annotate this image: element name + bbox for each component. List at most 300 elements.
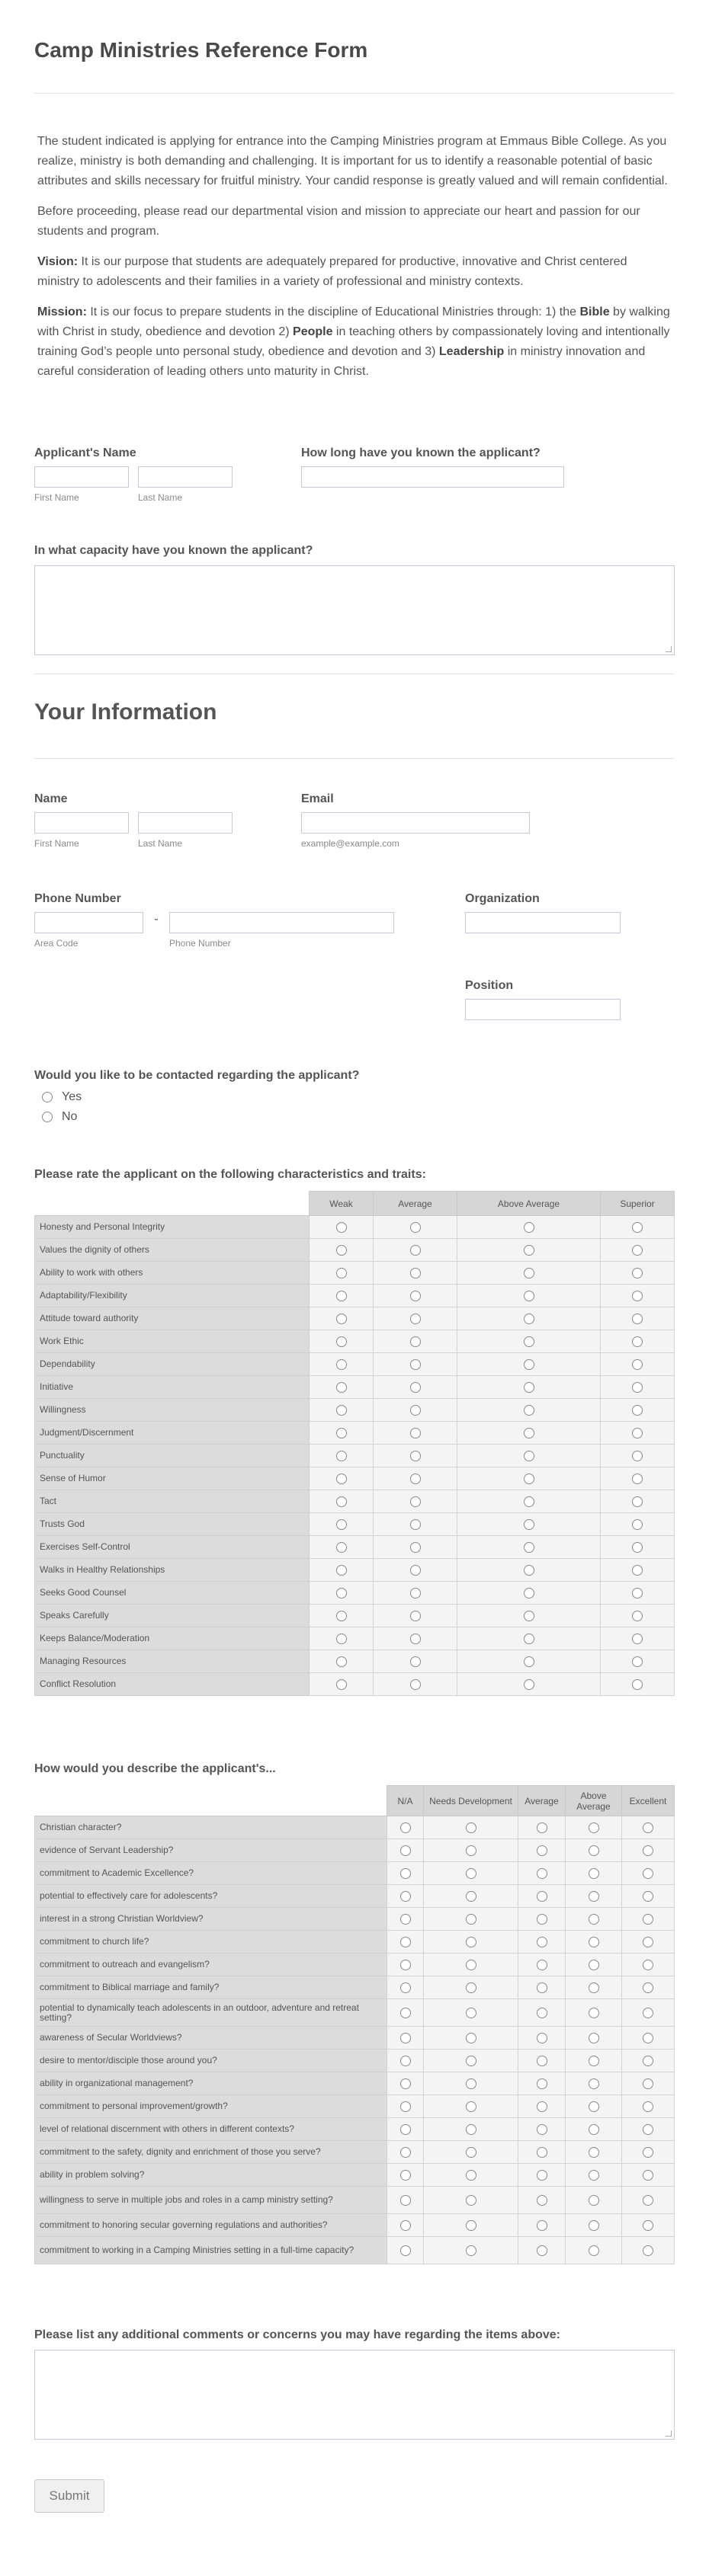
matrix-cell: [622, 1885, 675, 1908]
applicant-row: [34, 446, 675, 544]
rating-radio[interactable]: [632, 1656, 643, 1667]
rating-radio[interactable]: [336, 1679, 347, 1690]
describe-radio[interactable]: [537, 2147, 547, 2158]
describe-radio[interactable]: [400, 1891, 411, 1902]
rating-radio[interactable]: [524, 1588, 534, 1598]
rating-radio[interactable]: [336, 1268, 347, 1278]
describe-radio[interactable]: [589, 2220, 599, 2231]
resize-handle[interactable]: [666, 2430, 672, 2437]
describe-radio[interactable]: [400, 2124, 411, 2135]
describe-radio[interactable]: [589, 1891, 599, 1902]
matrix-cell: [601, 1285, 675, 1307]
describe-radio[interactable]: [537, 1845, 547, 1856]
rating-radio[interactable]: [410, 1474, 421, 1484]
rating-radio[interactable]: [336, 1314, 347, 1324]
email-field: [301, 792, 530, 892]
describe-radio[interactable]: [400, 2078, 411, 2089]
rating-radio[interactable]: [410, 1382, 421, 1393]
matrix-row: [35, 1216, 675, 1239]
describe-radio[interactable]: [466, 2056, 476, 2066]
matrix-cell: [310, 1513, 374, 1536]
matrix-cell: [457, 1513, 601, 1536]
matrix-cell: [518, 2187, 566, 2214]
intro-paragraph: The student indicated is applying for entrance into the Camping Ministries program at Emmaus Bible College. As you realize, ministry is both demanding and challenging. It is important for us to identify a reasonable potential of basic attributes and skills necessary for fruitful ministry. Your candid response is greatly valued and will remain confidential.: [37, 135, 668, 187]
phone-dash: -: [154, 913, 159, 926]
rating-radio[interactable]: [524, 1222, 534, 1233]
describe-radio[interactable]: [589, 1914, 599, 1925]
rating-radio[interactable]: [410, 1679, 421, 1690]
describe-radio[interactable]: [643, 1891, 653, 1902]
rating-radio[interactable]: [336, 1542, 347, 1553]
describe-radio[interactable]: [400, 1868, 411, 1879]
row-label: Attitude toward authority: [35, 1307, 310, 1330]
organization-input[interactable]: [465, 912, 621, 933]
rating-radio[interactable]: [410, 1634, 421, 1644]
matrix-cell: [518, 1931, 566, 1954]
rating-radio[interactable]: [632, 1245, 643, 1256]
describe-radio[interactable]: [466, 2078, 476, 2089]
rating-radio[interactable]: [336, 1359, 347, 1370]
rating-radio[interactable]: [524, 1314, 534, 1324]
describe-radio[interactable]: [400, 2170, 411, 2181]
matrix-cell: [424, 2118, 518, 2141]
describe-matrix: [34, 1785, 675, 2264]
describe-radio[interactable]: [537, 2033, 547, 2043]
rating-radio[interactable]: [336, 1405, 347, 1416]
matrix-cell: [387, 1885, 424, 1908]
rating-radio[interactable]: [524, 1519, 534, 1530]
rating-radio[interactable]: [524, 1245, 534, 1256]
matrix-cell: [374, 1353, 457, 1376]
describe-radio[interactable]: [466, 2245, 476, 2256]
rating-radio[interactable]: [632, 1359, 643, 1370]
position-input[interactable]: [465, 999, 621, 1020]
describe-radio[interactable]: [643, 2078, 653, 2089]
rating-radio[interactable]: [410, 1588, 421, 1598]
describe-radio[interactable]: [643, 2101, 653, 2112]
rating-radio[interactable]: [410, 1656, 421, 1667]
matrix-cell: [601, 1399, 675, 1422]
rating-radio[interactable]: [336, 1634, 347, 1644]
matrix-cell: [622, 2095, 675, 2118]
describe-radio[interactable]: [537, 2124, 547, 2135]
radio-button[interactable]: [42, 1112, 53, 1122]
describe-radio[interactable]: [537, 2245, 547, 2256]
matrix-cell: [601, 1445, 675, 1467]
rating-radio[interactable]: [336, 1474, 347, 1484]
describe-radio[interactable]: [400, 2195, 411, 2206]
matrix-cell: [566, 2118, 622, 2141]
row-label: Sense of Humor: [35, 1467, 310, 1490]
phone-org-row: [34, 892, 675, 1069]
matrix-row: [35, 1536, 675, 1559]
matrix-cell: [374, 1262, 457, 1285]
rating-radio[interactable]: [632, 1474, 643, 1484]
rating-radio[interactable]: [632, 1634, 643, 1644]
matrix-cell: [387, 2095, 424, 2118]
describe-radio[interactable]: [589, 1822, 599, 1833]
rating-radio[interactable]: [632, 1428, 643, 1438]
rating-radio[interactable]: [336, 1222, 347, 1233]
describe-radio[interactable]: [589, 2078, 599, 2089]
matrix-cell: [601, 1353, 675, 1376]
your-last-name-input[interactable]: [138, 812, 233, 834]
rating-radio[interactable]: [410, 1291, 421, 1301]
matrix-cell: [374, 1376, 457, 1399]
rating-radio[interactable]: [410, 1496, 421, 1507]
applicant-first-name-input[interactable]: [34, 466, 129, 488]
rating-radio[interactable]: [632, 1268, 643, 1278]
intro-text: [34, 94, 675, 446]
rating-radio[interactable]: [524, 1428, 534, 1438]
describe-radio[interactable]: [466, 2220, 476, 2231]
matrix-row: [35, 1353, 675, 1376]
matrix-cell: [424, 2095, 518, 2118]
row-label: ability in organizational management?: [35, 2072, 387, 2095]
org-position-fields: [465, 892, 621, 1069]
matrix-cell: [622, 1999, 675, 2027]
describe-radio[interactable]: [643, 2056, 653, 2066]
describe-radio[interactable]: [537, 1937, 547, 1947]
describe-radio[interactable]: [537, 1822, 547, 1833]
describe-radio[interactable]: [466, 1822, 476, 1833]
describe-radio[interactable]: [400, 1982, 411, 1993]
matrix-cell: [457, 1353, 601, 1376]
rating-radio[interactable]: [632, 1291, 643, 1301]
matrix-cell: [457, 1605, 601, 1627]
matrix-cell: [387, 1908, 424, 1931]
row-label: commitment to outreach and evangelism?: [35, 1954, 387, 1976]
describe-radio[interactable]: [400, 1822, 411, 1833]
rating-radio[interactable]: [410, 1451, 421, 1461]
matrix-row: [35, 1490, 675, 1513]
describe-radio[interactable]: [589, 2195, 599, 2206]
rating-radio[interactable]: [410, 1428, 421, 1438]
rating-radio[interactable]: [524, 1656, 534, 1667]
matrix-cell: [566, 2187, 622, 2214]
matrix-cell: [387, 1816, 424, 1839]
rating-radio[interactable]: [524, 1291, 534, 1301]
rating-radio[interactable]: [632, 1382, 643, 1393]
matrix-cell: [310, 1490, 374, 1513]
describe-radio[interactable]: [400, 2245, 411, 2256]
column-header: Needs Development: [424, 1786, 518, 1816]
phone-field: [34, 892, 465, 1069]
rating-radio[interactable]: [632, 1405, 643, 1416]
describe-radio[interactable]: [400, 1845, 411, 1856]
describe-radio[interactable]: [537, 2008, 547, 2018]
describe-radio[interactable]: [643, 2033, 653, 2043]
row-label: awareness of Secular Worldviews?: [35, 2027, 387, 2050]
describe-radio[interactable]: [643, 2245, 653, 2256]
rating-radio[interactable]: [632, 1611, 643, 1621]
rating-radio[interactable]: [632, 1588, 643, 1598]
rating-radio[interactable]: [336, 1451, 347, 1461]
describe-radio[interactable]: [466, 2147, 476, 2158]
describe-radio[interactable]: [589, 1982, 599, 1993]
rating-radio[interactable]: [524, 1474, 534, 1484]
rating-radio[interactable]: [410, 1565, 421, 1576]
rating-radio[interactable]: [524, 1359, 534, 1370]
describe-radio[interactable]: [400, 2101, 411, 2112]
your-first-name-input[interactable]: [34, 812, 129, 834]
matrix-row: [35, 1239, 675, 1262]
rating-radio[interactable]: [336, 1382, 347, 1393]
matrix-cell: [374, 1650, 457, 1673]
rating-radio[interactable]: [410, 1542, 421, 1553]
capacity-textarea[interactable]: [34, 565, 675, 655]
describe-radio[interactable]: [537, 1868, 547, 1879]
matrix-row: [35, 2237, 675, 2264]
matrix-row: [35, 2118, 675, 2141]
matrix-row: [35, 2141, 675, 2164]
matrix-cell: [310, 1239, 374, 1262]
phone-number-input[interactable]: [169, 912, 394, 933]
matrix-row: [35, 2187, 675, 2214]
rating-radio[interactable]: [410, 1314, 421, 1324]
describe-radio[interactable]: [643, 1845, 653, 1856]
describe-radio[interactable]: [643, 1868, 653, 1879]
resize-handle[interactable]: [666, 646, 672, 652]
rating-radio[interactable]: [524, 1542, 534, 1553]
contact-yes-option[interactable]: [42, 1087, 675, 1107]
matrix-row: [35, 1376, 675, 1399]
matrix-cell: [457, 1650, 601, 1673]
rating-radio[interactable]: [632, 1496, 643, 1507]
rating-radio[interactable]: [336, 1519, 347, 1530]
describe-radio[interactable]: [466, 1937, 476, 1947]
matrix-cell: [387, 2118, 424, 2141]
row-label: commitment to honoring secular governing regulations and authorities?: [35, 2214, 387, 2237]
matrix-cell: [457, 1285, 601, 1307]
describe-radio[interactable]: [643, 1960, 653, 1970]
row-label: Punctuality: [35, 1445, 310, 1467]
rating-radio[interactable]: [336, 1336, 347, 1347]
matrix-cell: [566, 2050, 622, 2072]
rating-radio[interactable]: [410, 1405, 421, 1416]
describe-radio[interactable]: [643, 1914, 653, 1925]
describe-radio[interactable]: [589, 2033, 599, 2043]
describe-radio[interactable]: [589, 2008, 599, 2018]
rating-radio[interactable]: [336, 1656, 347, 1667]
matrix-row: [35, 1467, 675, 1490]
describe-radio[interactable]: [537, 1982, 547, 1993]
matrix-cell: [424, 1862, 518, 1885]
describe-radio[interactable]: [466, 1914, 476, 1925]
describe-radio[interactable]: [400, 1937, 411, 1947]
describe-radio[interactable]: [589, 2056, 599, 2066]
mission-bold: Leadership: [438, 345, 505, 358]
contact-no-option[interactable]: [42, 1107, 675, 1127]
rating-radio[interactable]: [336, 1565, 347, 1576]
rating-radio[interactable]: [336, 1611, 347, 1621]
column-header: N/A: [387, 1786, 424, 1816]
rating-radio[interactable]: [524, 1611, 534, 1621]
describe-radio[interactable]: [466, 1982, 476, 1993]
row-label: level of relational discernment with others in different contexts?: [35, 2118, 387, 2141]
row-label: Trusts God: [35, 1513, 310, 1536]
rating-radio[interactable]: [524, 1496, 534, 1507]
rating-field: [34, 1168, 675, 1762]
describe-radio[interactable]: [589, 2147, 599, 2158]
row-label: Exercises Self-Control: [35, 1536, 310, 1559]
describe-radio[interactable]: [589, 1960, 599, 1970]
known-duration-input[interactable]: [301, 466, 564, 488]
describe-radio[interactable]: [400, 1914, 411, 1925]
describe-radio[interactable]: [537, 1891, 547, 1902]
matrix-cell: [374, 1307, 457, 1330]
matrix-cell: [518, 2141, 566, 2164]
rating-radio[interactable]: [410, 1268, 421, 1278]
describe-radio[interactable]: [537, 2195, 547, 2206]
describe-radio[interactable]: [466, 2195, 476, 2206]
matrix-cell: [518, 1839, 566, 1862]
row-label: evidence of Servant Leadership?: [35, 1839, 387, 1862]
rating-radio[interactable]: [524, 1268, 534, 1278]
comments-textarea[interactable]: [34, 2350, 675, 2440]
describe-radio[interactable]: [589, 2124, 599, 2135]
rating-radio[interactable]: [524, 1565, 534, 1576]
matrix-cell: [457, 1330, 601, 1353]
rating-radio[interactable]: [336, 1588, 347, 1598]
describe-radio[interactable]: [589, 2245, 599, 2256]
describe-radio[interactable]: [537, 2170, 547, 2181]
mission-text: in ministry innovation and careful consideration of leading others unto maturity in Christ.: [37, 345, 646, 378]
matrix-cell: [424, 2072, 518, 2095]
email-input[interactable]: [301, 812, 530, 834]
matrix-cell: [374, 1467, 457, 1490]
matrix-cell: [622, 2164, 675, 2187]
describe-radio[interactable]: [537, 2220, 547, 2231]
matrix-cell: [310, 1673, 374, 1696]
rating-radio[interactable]: [632, 1336, 643, 1347]
matrix-cell: [374, 1559, 457, 1582]
your-info-header: [34, 674, 675, 758]
rating-radio[interactable]: [632, 1519, 643, 1530]
rating-radio[interactable]: [524, 1451, 534, 1461]
phone-number-sublabel: Phone Number: [169, 938, 231, 949]
rating-radio[interactable]: [410, 1336, 421, 1347]
matrix-cell: [310, 1445, 374, 1467]
rating-radio[interactable]: [410, 1359, 421, 1370]
matrix-cell: [601, 1422, 675, 1445]
applicant-last-name-input[interactable]: [138, 466, 233, 488]
describe-radio[interactable]: [643, 1937, 653, 1947]
area-code-input[interactable]: [34, 912, 143, 933]
describe-radio[interactable]: [537, 1960, 547, 1970]
describe-radio[interactable]: [400, 1960, 411, 1970]
describe-radio[interactable]: [643, 2008, 653, 2018]
rating-radio[interactable]: [410, 1519, 421, 1530]
matrix-row: [35, 1673, 675, 1696]
mission-bold: Bible: [579, 306, 610, 318]
matrix-cell: [374, 1422, 457, 1445]
matrix-cell: [310, 1536, 374, 1559]
rating-radio[interactable]: [524, 1634, 534, 1644]
describe-radio[interactable]: [400, 2008, 411, 2018]
rating-radio[interactable]: [336, 1245, 347, 1256]
describe-radio[interactable]: [589, 2101, 599, 2112]
row-label: commitment to Academic Excellence?: [35, 1862, 387, 1885]
rating-radio[interactable]: [410, 1245, 421, 1256]
matrix-row: [35, 1862, 675, 1885]
describe-radio[interactable]: [466, 2033, 476, 2043]
describe-radio[interactable]: [466, 1891, 476, 1902]
matrix-cell: [310, 1353, 374, 1376]
matrix-cell: [374, 1673, 457, 1696]
describe-radio[interactable]: [466, 2008, 476, 2018]
rating-radio[interactable]: [632, 1679, 643, 1690]
rating-radio[interactable]: [632, 1565, 643, 1576]
describe-radio[interactable]: [466, 1845, 476, 1856]
rating-radio[interactable]: [336, 1428, 347, 1438]
describe-radio[interactable]: [537, 2078, 547, 2089]
rating-radio[interactable]: [410, 1222, 421, 1233]
describe-radio[interactable]: [589, 1868, 599, 1879]
option-label: No: [62, 1110, 78, 1123]
describe-radio[interactable]: [589, 1937, 599, 1947]
describe-radio[interactable]: [400, 2056, 411, 2066]
describe-radio[interactable]: [400, 2220, 411, 2231]
describe-radio[interactable]: [643, 2170, 653, 2181]
known-duration-field: [301, 446, 564, 544]
rating-radio[interactable]: [410, 1611, 421, 1621]
row-label: Ability to work with others: [35, 1262, 310, 1285]
describe-radio[interactable]: [466, 1960, 476, 1970]
rating-radio[interactable]: [632, 1222, 643, 1233]
submit-button[interactable]: Submit: [34, 2479, 104, 2513]
rating-radio[interactable]: [524, 1405, 534, 1416]
describe-radio[interactable]: [643, 2124, 653, 2135]
describe-radio[interactable]: [589, 1845, 599, 1856]
matrix-cell: [374, 1239, 457, 1262]
radio-button[interactable]: [42, 1092, 53, 1102]
row-label: interest in a strong Christian Worldview?: [35, 1908, 387, 1931]
rating-radio[interactable]: [336, 1291, 347, 1301]
matrix-cell: [622, 2187, 675, 2214]
describe-radio[interactable]: [643, 2147, 653, 2158]
describe-radio[interactable]: [643, 1822, 653, 1833]
rating-radio[interactable]: [632, 1542, 643, 1553]
rating-radio[interactable]: [524, 1382, 534, 1393]
rating-radio[interactable]: [524, 1336, 534, 1347]
describe-radio[interactable]: [643, 2220, 653, 2231]
rating-radio[interactable]: [632, 1451, 643, 1461]
describe-radio[interactable]: [537, 2101, 547, 2112]
describe-radio[interactable]: [466, 2170, 476, 2181]
describe-radio[interactable]: [537, 1914, 547, 1925]
matrix-cell: [387, 1999, 424, 2027]
describe-radio[interactable]: [643, 1982, 653, 1993]
describe-radio[interactable]: [466, 2101, 476, 2112]
describe-radio[interactable]: [643, 2195, 653, 2206]
matrix-cell: [310, 1330, 374, 1353]
describe-radio[interactable]: [589, 2170, 599, 2181]
rating-radio[interactable]: [524, 1679, 534, 1690]
rating-radio[interactable]: [632, 1314, 643, 1324]
describe-radio[interactable]: [400, 2033, 411, 2043]
matrix-cell: [601, 1490, 675, 1513]
matrix-row: [35, 2164, 675, 2187]
row-label: commitment to working in a Camping Ministries setting in a full-time capacity?: [35, 2237, 387, 2264]
describe-radio[interactable]: [400, 2147, 411, 2158]
matrix-cell: [457, 1239, 601, 1262]
rating-radio[interactable]: [336, 1496, 347, 1507]
describe-radio[interactable]: [466, 2124, 476, 2135]
matrix-cell: [310, 1285, 374, 1307]
describe-radio[interactable]: [537, 2056, 547, 2066]
describe-radio[interactable]: [466, 1868, 476, 1879]
